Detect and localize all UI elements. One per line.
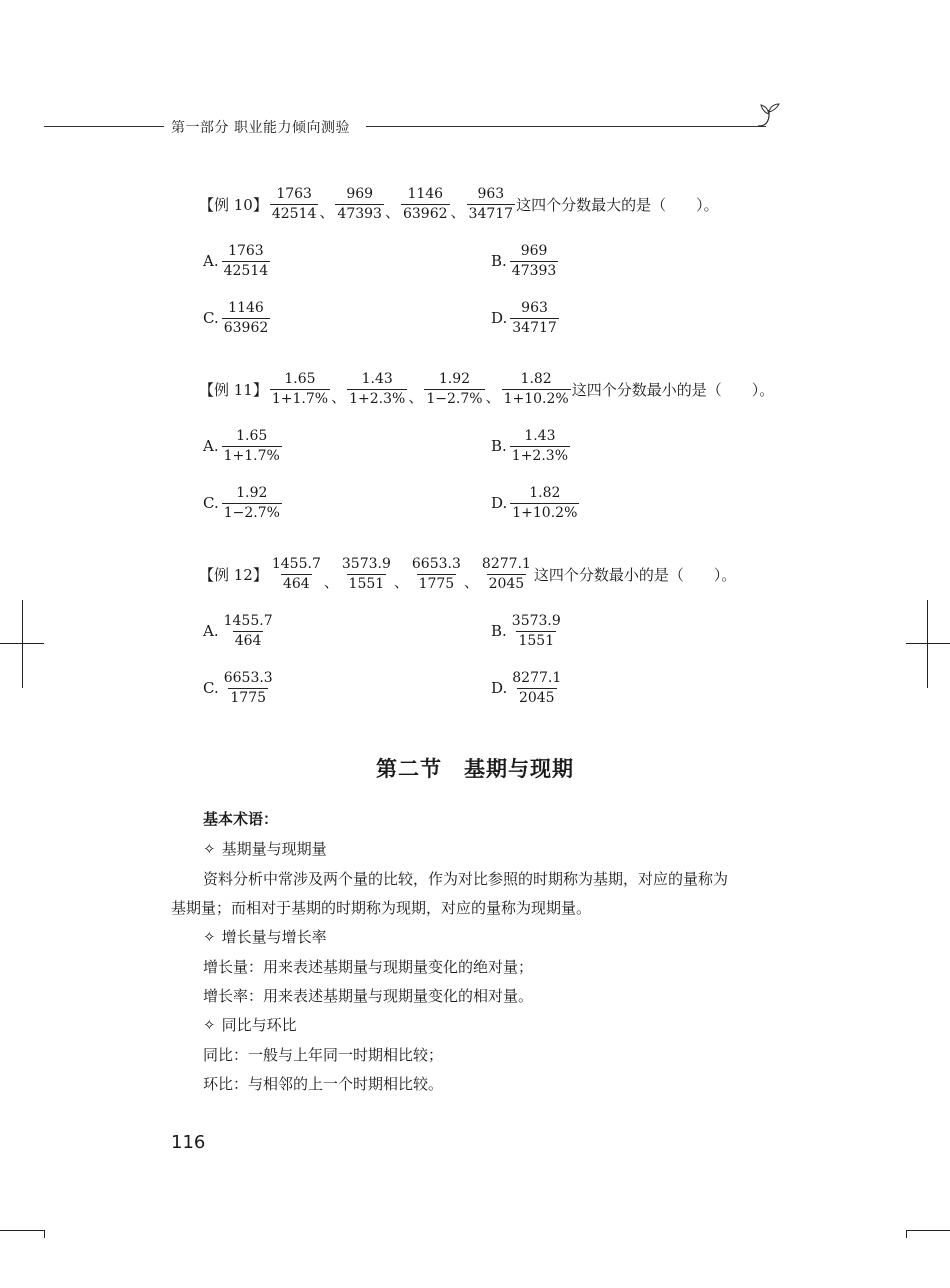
option-d: D. $\frac{1.82}{1+10.2\%}$ — [491, 485, 578, 522]
fraction: $\frac{1763}{42514}$ — [271, 186, 317, 223]
option-d: D. $\frac{8277.1}{2045}$ — [491, 670, 562, 707]
diamond-bullet-icon: ✧ — [203, 1016, 216, 1034]
fraction: $\frac{969}{47393}$ — [337, 186, 382, 223]
question-text: 这四个分数最小的是（ ）。 — [571, 380, 775, 399]
fraction: $\frac{963}{34717}$ — [468, 186, 514, 223]
paragraph-line: 环比：与相邻的上一个时期相比较。 — [203, 1075, 444, 1093]
crop-mark-bottom-left-v — [44, 1230, 45, 1238]
example-label: 【例 10】 — [199, 195, 268, 214]
fraction: $\frac{1.82}{1+10.2\%}$ — [503, 371, 569, 408]
example-12-question: 【例 12】 $\frac{1455.7}{464}$ 、 $\frac{3573.9}{1551}$ 、 $\frac{6653.3}{1775}$ 、 $\frac{8277.1}{2045}$ 这四个分数最小的是（ ）。 — [199, 556, 737, 593]
option-c: C. $\frac{6653.3}{1775}$ — [203, 670, 273, 707]
fraction: $\frac{1.65}{1+1.7\%}$ — [271, 371, 329, 408]
crop-mark-bottom-right — [906, 1230, 950, 1231]
fraction: $\frac{1.92}{1-2.7\%}$ — [426, 371, 483, 408]
page-number: 116 — [171, 1132, 206, 1153]
bullet-item-3: ✧ 同比与环比 — [203, 1016, 297, 1034]
option-b: B. $\frac{1.43}{1+2.3\%}$ — [491, 428, 569, 465]
example-label: 【例 11】 — [199, 380, 268, 399]
paragraph-line: 增长率：用来表述基期量与现期量变化的相对量。 — [203, 987, 534, 1005]
crop-mark-bottom-left — [0, 1230, 44, 1231]
diamond-bullet-icon: ✧ — [203, 840, 216, 858]
section-number: 第二节 — [376, 756, 442, 781]
fraction: $\frac{1.43}{1+2.3\%}$ — [349, 371, 406, 408]
crop-mark-left-horizontal — [0, 643, 44, 644]
crop-mark-bottom-right-v — [906, 1230, 907, 1238]
question-text: 这四个分数最小的是（ ）。 — [533, 565, 737, 584]
bullet-item-1: ✧ 基期量与现期量 — [203, 840, 327, 858]
paragraph-line: 基期量；而相对于基期的时期称为现期，对应的量称为现期量。 — [171, 899, 592, 917]
crop-mark-left-vertical — [22, 600, 23, 688]
crop-mark-right-horizontal — [906, 643, 950, 644]
example-10-question: 【例 10】 $\frac{1763}{42514}$ 、 $\frac{969}{47393}$ 、 $\frac{1146}{63962}$ 、 $\frac{963}{34717}$ 这四个分数最大的是（ ）。 — [199, 186, 719, 223]
crop-mark-right-vertical — [927, 600, 928, 688]
option-a: A. $\frac{1763}{42514}$ — [203, 243, 269, 280]
paragraph-line: 资料分析中常涉及两个量的比较，作为对比参照的时期称为基期，对应的量称为 — [203, 870, 729, 888]
paragraph-line: 增长量：用来表述基期量与现期量变化的绝对量； — [203, 958, 534, 976]
question-text: 这四个分数最大的是（ ）。 — [516, 195, 719, 214]
option-c: C. $\frac{1146}{63962}$ — [203, 300, 269, 337]
fraction: $\frac{3573.9}{1551}$ — [341, 556, 391, 593]
fraction: $\frac{8277.1}{2045}$ — [481, 556, 531, 593]
header-rule-left — [44, 126, 164, 127]
paragraph-line: 同比：一般与上年同一时期相比较； — [203, 1046, 444, 1064]
fraction: $\frac{6653.3}{1775}$ — [411, 556, 461, 593]
fraction: $\frac{1146}{63962}$ — [402, 186, 448, 223]
example-label: 【例 12】 — [199, 565, 268, 584]
bullet-item-2: ✧ 增长量与增长率 — [203, 928, 327, 946]
section-heading: 基期与现期 — [464, 756, 574, 781]
fraction: $\frac{1455.7}{464}$ — [271, 556, 321, 593]
example-11-question: 【例 11】 $\frac{1.65}{1+1.7\%}$ 、 $\frac{1.43}{1+2.3\%}$ 、 $\frac{1.92}{1-2.7\%}$ 、 $\frac{1.82}{1+10.2\%}$ 这四个分数最小的是（ ）。 — [199, 371, 775, 408]
option-b: B. $\frac{3573.9}{1551}$ — [491, 613, 561, 650]
diamond-bullet-icon: ✧ — [203, 928, 216, 946]
sprout-icon — [752, 100, 786, 132]
option-b: B. $\frac{969}{47393}$ — [491, 243, 557, 280]
running-header: 第一部分 职业能力倾向测验 — [171, 120, 350, 136]
section-title — [0, 753, 950, 783]
header-rule-right — [366, 126, 766, 127]
option-a: A. $\frac{1.65}{1+1.7\%}$ — [203, 428, 280, 465]
option-d: D. $\frac{963}{34717}$ — [491, 300, 557, 337]
terms-heading: 基本术语： — [203, 810, 279, 828]
option-c: C. $\frac{1.92}{1-2.7\%}$ — [203, 485, 280, 522]
option-a: A. $\frac{1455.7}{464}$ — [203, 613, 273, 650]
